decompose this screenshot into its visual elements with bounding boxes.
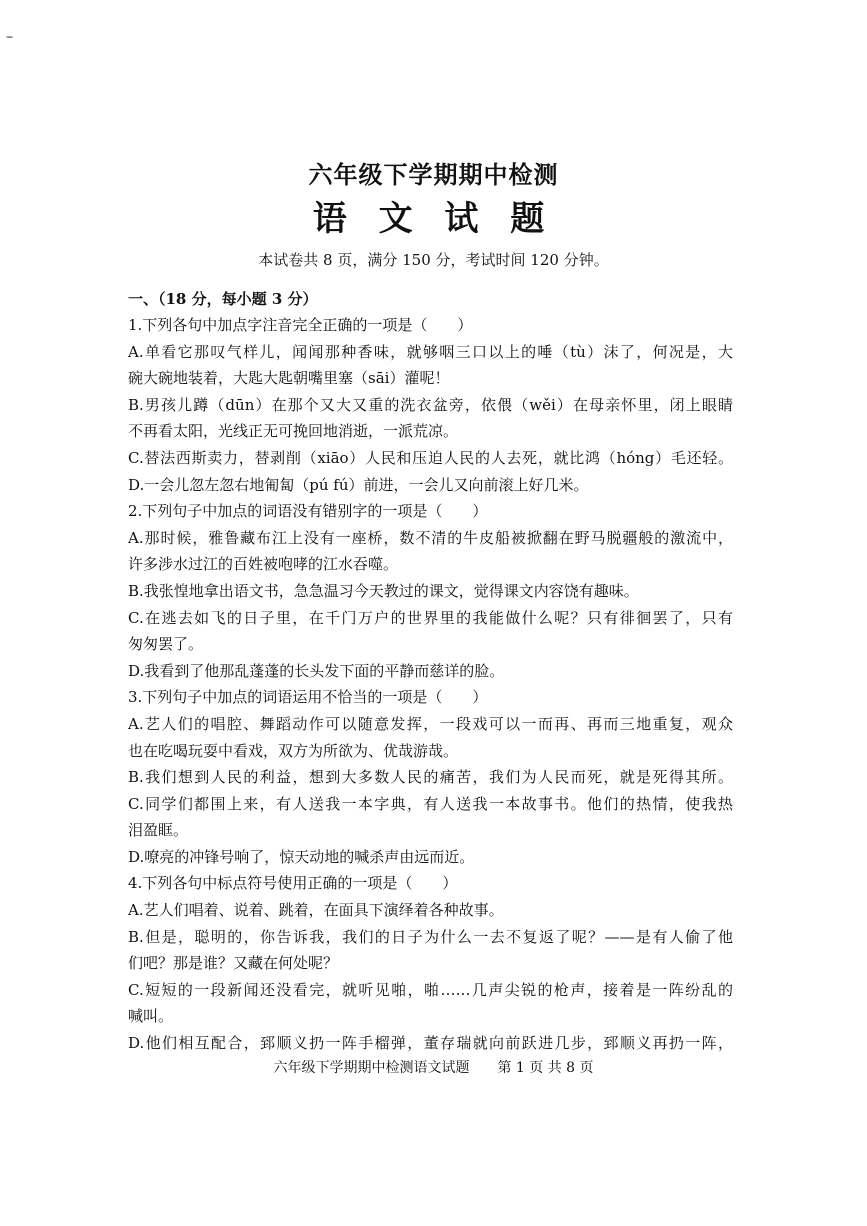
question-3-option-d: D.嘹亮的冲锋号响了，惊天动地的喊杀声由远而近。 [128,847,475,866]
question-2-option-d: D.我看到了他那乱蓬蓬的长头发下面的平静而慈详的脸。 [128,661,505,680]
question-4-stem: 4.下列各句中标点符号使用正确的一项是（ ） [128,874,458,893]
question-2-option-a-cont: 许多涉水过江的百姓被咆哮的江水吞噬。 [128,555,399,574]
section-heading: 一、（18 分，每小题 3 分） [128,290,318,308]
question-3-stem: 3.下列句子中加点的词语运用不恰当的一项是（ ） [128,688,488,707]
corner-mark: – [6,29,13,45]
question-4-option-c: C.短短的一段新闻还没看完，就听见啪，啪……几声尖锐的枪声，接着是一阵纷乱的 [128,980,733,999]
question-2-option-b: B.我张惶地拿出语文书，急急温习今天教过的课文，觉得课文内容饶有趣味。 [128,581,639,600]
question-3-option-c-cont: 泪盈眶。 [128,821,189,840]
question-3-option-c: C.同学们都围上来，有人送我一本字典，有人送我一本故事书。他们的热情，使我热 [128,794,733,813]
question-4-option-b-cont: 们吧？那是谁？又藏在何处呢？ [128,954,339,973]
question-2-option-c: C.在逃去如飞的日子里，在千门万户的世界里的我能做什么呢？只有徘徊罢了，只有 [128,608,733,627]
question-2-option-a: A.那时候，雅鲁藏布江上没有一座桥，数不清的牛皮船被掀翻在野马脱疆般的激流中， [128,528,733,547]
exam-info: 本试卷共 8 页，满分 150 分，考试时间 120 分钟。 [258,251,609,269]
question-3-option-a: A.艺人们的唱腔、舞蹈动作可以随意发挥，一段戏可以一而再、再而三地重复，观众 [128,714,733,733]
question-1-option-a-cont: 碗大碗地装着，大匙大匙朝嘴里塞（sāi）灌呢！ [128,369,450,388]
question-2-option-c-cont: 匆匆罢了。 [128,635,204,654]
question-4-option-c-cont: 喊叫。 [128,1007,174,1026]
question-2-stem: 2.下列句子中加点的词语没有错别字的一项是（ ） [128,502,488,521]
question-4-option-b: B.但是，聪明的，你告诉我，我们的日子为什么一去不复返了呢？——是有人偷了他 [128,927,733,946]
question-1-stem: 1.下列各句中加点字注音完全正确的一项是（ ） [128,316,473,334]
question-1-option-b-cont: 不再看太阳，光线正无可挽回地消逝，一派荒凉。 [128,422,459,441]
exam-content [128,286,733,1057]
exam-subtitle: 语 文 试 题 [312,199,555,239]
exam-title: 六年级下学期期中检测 [308,160,559,189]
question-1-option-a: A.单看它那叹气样儿，闻闻那种香味，就够咽三口以上的唾（tù）沫了，何况是，大 [128,342,733,361]
page-footer: 六年级下学期期中检测语文试题 第 1 页 共 8 页 [273,1060,594,1076]
question-3-option-a-cont: 也在吃喝玩耍中看戏，双方为所欲为、优哉游哉。 [128,741,459,760]
question-1-option-c: C.替法西斯卖力，替剥削（xiāo）人民和压迫人民的人去死，就比鸿（hóng）毛还轻。 [128,448,733,467]
question-4-option-a: A.艺人们唱着、说着、跳着，在面具下演绎着各种故事。 [128,901,504,920]
question-4-option-d: D.他们相互配合，郅顺义扔一阵手榴弹，董存瑞就向前跃进几步，郅顺义再扔一阵， [128,1034,733,1053]
question-1-option-b: B.男孩儿蹲（dūn）在那个又大又重的洗衣盆旁，依偎（wěi）在母亲怀里，闭上眼睛 [128,395,733,414]
question-3-option-b: B.我们想到人民的利益，想到大多数人民的痛苦，我们为人民而死，就是死得其所。 [128,768,733,787]
question-1-option-d: D.一会儿忽左忽右地匍匐（pú fú）前进，一会儿又向前滚上好几米。 [128,475,589,494]
